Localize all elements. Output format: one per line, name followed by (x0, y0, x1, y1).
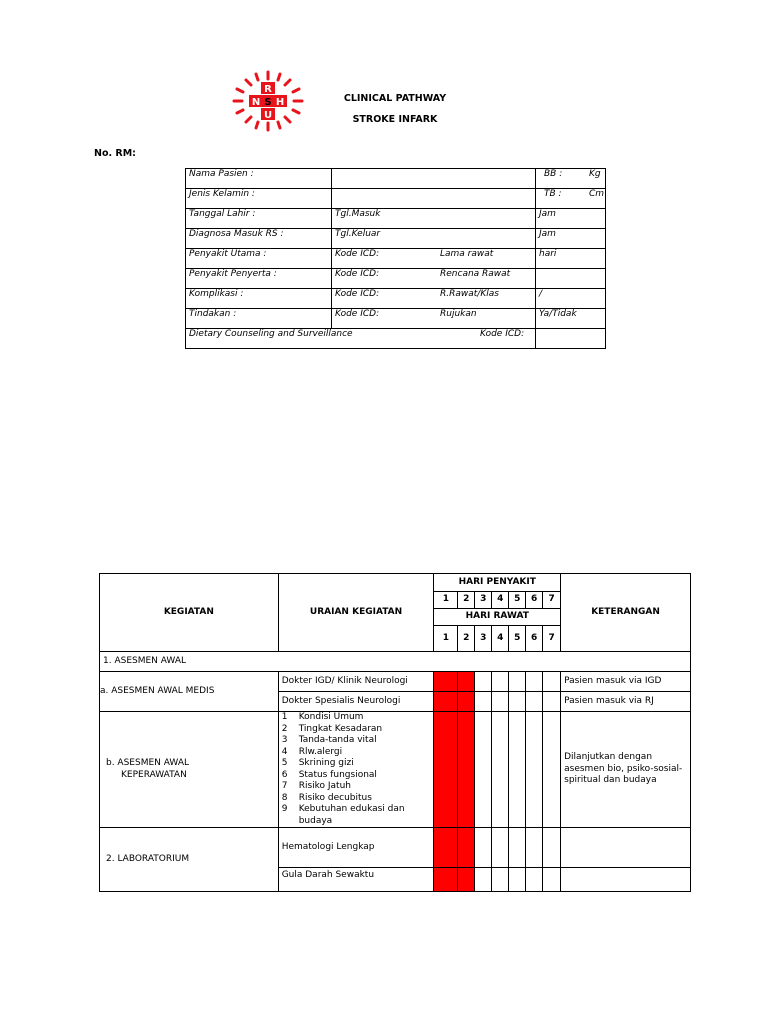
day-check-cell[interactable] (543, 828, 561, 868)
info-label: Komplikasi : (186, 289, 332, 309)
item-text: Skrining gizi (298, 758, 354, 768)
dietary-code: Kode ICD: (480, 329, 525, 339)
info-right (536, 309, 606, 329)
info-field: Tgl.Masuk (335, 209, 381, 219)
label-laboratorium: 2. LABORATORIUM (100, 828, 279, 892)
label-line: KEPERAWATAN (121, 769, 187, 780)
day-check-cell[interactable] (434, 828, 458, 868)
logo-letter: N (251, 97, 261, 108)
info-middle (332, 209, 536, 229)
info-row (186, 269, 606, 289)
list-item (282, 747, 431, 759)
item-number: 9 (281, 804, 288, 814)
title-line-2: STROKE INFARK (352, 114, 438, 125)
header-keterangan: KETERANGAN (561, 574, 691, 652)
info-label: Diagnosa Masuk RS : (186, 229, 332, 249)
info-row (186, 329, 606, 349)
info-field: Lama rawat (440, 249, 494, 259)
info-middle (332, 189, 536, 209)
item-number: 4 (281, 746, 288, 757)
day-check-cell[interactable] (509, 692, 526, 712)
info-field: Jam (539, 209, 556, 219)
day-number: 1 (434, 626, 458, 652)
uraian-list-cell (278, 712, 434, 828)
item-number: 6 (281, 769, 288, 780)
info-field: TB : (544, 189, 562, 199)
info-field: Kode ICD: (335, 289, 380, 299)
info-right (536, 189, 606, 209)
info-row (186, 309, 606, 329)
info-field: hari (539, 249, 557, 259)
info-label: Nama Pasien : (186, 169, 332, 189)
no-rm-label: No. RM: (94, 148, 136, 159)
label-asesmen-medis: a. ASESMEN AWAL MEDIS (100, 672, 279, 712)
info-label: Penyakit Utama : (186, 249, 332, 269)
day-check-cell[interactable] (492, 692, 509, 712)
header-hari-rawat: HARI RAWAT (434, 609, 561, 626)
day-check-cell[interactable] (458, 828, 475, 868)
list-item (282, 758, 431, 770)
info-row (186, 209, 606, 229)
keterangan-cell: Pasien masuk via RJ (561, 692, 691, 712)
item-number: 2 (281, 723, 288, 734)
patient-info-table (185, 168, 606, 349)
info-row (186, 249, 606, 269)
info-field: Tgl.Keluar (335, 229, 381, 239)
day-number: 4 (492, 592, 509, 609)
day-check-cell[interactable] (458, 712, 475, 828)
list-item (282, 816, 431, 828)
day-check-cell[interactable] (475, 672, 492, 692)
item-number: 5 (281, 758, 288, 768)
title-line-1: CLINICAL PATHWAY (343, 93, 447, 104)
document-title (330, 88, 460, 130)
list-item (282, 735, 431, 747)
info-label: Tanggal Lahir : (186, 209, 332, 229)
list-item (282, 804, 431, 816)
info-middle (332, 229, 536, 249)
header-uraian: URAIAN KEGIATAN (278, 574, 434, 652)
label-asesmen-keperawatan (100, 712, 279, 828)
day-check-cell[interactable] (526, 868, 543, 892)
day-number: 5 (509, 592, 526, 609)
list-item (282, 781, 431, 793)
day-check-cell[interactable] (492, 712, 509, 828)
info-row (186, 289, 606, 309)
info-middle (332, 249, 536, 269)
day-check-cell[interactable] (526, 828, 543, 868)
uraian-cell: Dokter Spesialis Neurologi (278, 692, 434, 712)
info-right (536, 169, 606, 189)
day-check-cell[interactable] (434, 692, 458, 712)
logo-letter: U (263, 110, 273, 121)
day-check-cell[interactable] (526, 672, 543, 692)
info-field: Kode ICD: (335, 249, 380, 259)
day-check-cell[interactable] (492, 672, 509, 692)
uraian-cell: Hematologi Lengkap (278, 828, 434, 868)
item-text: Status fungsional (298, 769, 377, 780)
day-check-cell[interactable] (434, 672, 458, 692)
day-check-cell[interactable] (475, 692, 492, 712)
logo-letter: R (264, 84, 272, 95)
day-check-cell[interactable] (526, 692, 543, 712)
day-check-cell[interactable] (458, 672, 475, 692)
info-field: BB : (544, 169, 563, 179)
day-check-cell[interactable] (434, 868, 458, 892)
list-item (282, 793, 431, 805)
header-kegiatan: KEGIATAN (100, 574, 279, 652)
day-number: 6 (526, 592, 543, 609)
uraian-cell: Dokter IGD/ Klinik Neurologi (278, 672, 434, 692)
day-number: 6 (526, 626, 543, 652)
info-row (186, 229, 606, 249)
day-number: 5 (509, 626, 526, 652)
info-field: / (539, 289, 543, 299)
info-row (186, 189, 606, 209)
keterangan-cell (561, 868, 691, 892)
item-text: Risiko decubitus (298, 792, 372, 803)
info-middle (332, 309, 536, 329)
day-check-cell[interactable] (458, 868, 475, 892)
info-field: Rencana Rawat (440, 269, 511, 279)
list-item (282, 712, 431, 724)
day-number: 2 (458, 626, 475, 652)
day-check-cell[interactable] (509, 712, 526, 828)
info-right (536, 329, 606, 349)
info-right (536, 229, 606, 249)
info-middle (332, 269, 536, 289)
keterangan-cell: Pasien masuk via IGD (561, 672, 691, 692)
day-number: 7 (543, 626, 561, 652)
item-number: 8 (281, 792, 288, 803)
day-check-cell[interactable] (526, 712, 543, 828)
logo-letter: S (264, 97, 272, 108)
info-field: Kode ICD: (335, 269, 380, 279)
dietary-label: Dietary Counseling and Surveillance (189, 329, 353, 339)
info-field: Ya/Tidak (539, 309, 577, 319)
item-text: Rlw.alergi (298, 746, 343, 757)
label-line: b. ASESMEN AWAL (106, 758, 189, 768)
nursing-assessment-list (282, 712, 431, 827)
section-asesmen-awal: 1. ASESMEN AWAL (100, 652, 691, 672)
item-text: budaya (298, 815, 333, 826)
day-check-cell[interactable] (509, 868, 526, 892)
keterangan-cell: Dilanjutkan dengan asesmen bio, psiko-sosial- spiritual dan budaya (561, 712, 691, 828)
header-hari-penyakit: HARI PENYAKIT (434, 574, 561, 592)
info-field: Rujukan (440, 309, 477, 319)
info-unit: Cm (589, 189, 605, 199)
day-check-cell[interactable] (458, 692, 475, 712)
info-field: Kode ICD: (335, 309, 380, 319)
info-right (536, 209, 606, 229)
item-number: 1 (281, 712, 288, 722)
day-number: 3 (475, 592, 492, 609)
day-check-cell[interactable] (434, 712, 458, 828)
day-number: 7 (543, 592, 561, 609)
day-number: 3 (475, 626, 492, 652)
list-item (282, 770, 431, 782)
day-number: 4 (492, 626, 509, 652)
day-check-cell[interactable] (543, 672, 561, 692)
keterangan-cell (561, 828, 691, 868)
day-check-cell[interactable] (475, 712, 492, 828)
info-field: R.Rawat/Klas (440, 289, 499, 299)
dietary-row (186, 329, 536, 349)
day-check-cell[interactable] (492, 868, 509, 892)
info-row (186, 169, 606, 189)
info-label: Tindakan : (186, 309, 332, 329)
item-text: Kebutuhan edukasi dan (298, 804, 405, 814)
info-middle (332, 289, 536, 309)
day-check-cell[interactable] (509, 672, 526, 692)
day-check-cell[interactable] (543, 712, 561, 828)
item-number: 7 (281, 781, 288, 791)
day-check-cell[interactable] (492, 828, 509, 868)
item-text: Tanda-tanda vital (298, 735, 377, 745)
info-right (536, 269, 606, 289)
hospital-logo (232, 70, 304, 132)
item-number (282, 816, 296, 828)
item-text: Tingkat Kesadaran (298, 723, 383, 734)
info-label: Jenis Kelamin : (186, 189, 332, 209)
item-text: Risiko Jatuh (298, 781, 351, 791)
pathway-table (99, 573, 691, 892)
uraian-cell: Gula Darah Sewaktu (278, 868, 434, 892)
day-check-cell[interactable] (475, 868, 492, 892)
item-number: 3 (281, 735, 288, 745)
day-check-cell[interactable] (543, 692, 561, 712)
day-check-cell[interactable] (475, 828, 492, 868)
day-check-cell[interactable] (509, 828, 526, 868)
list-item (282, 724, 431, 736)
info-right (536, 249, 606, 269)
item-text: Kondisi Umum (298, 712, 364, 722)
info-field: Jam (539, 229, 556, 239)
info-label: Penyakit Penyerta : (186, 269, 332, 289)
logo-letter: H (275, 97, 285, 108)
info-right (536, 289, 606, 309)
day-number: 1 (434, 592, 458, 609)
day-number: 2 (458, 592, 475, 609)
info-unit: Kg (589, 169, 601, 179)
info-middle (332, 169, 536, 189)
day-check-cell[interactable] (543, 868, 561, 892)
